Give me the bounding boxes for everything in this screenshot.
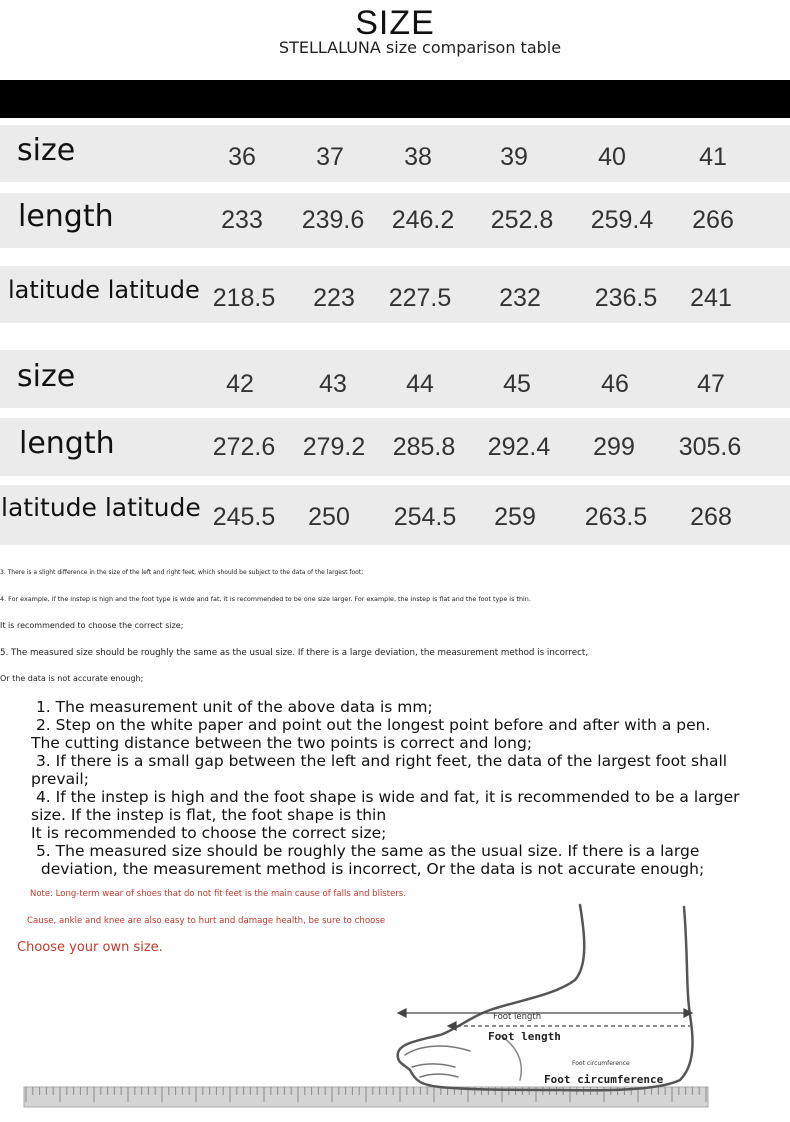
note-line: 3. If there is a small gap between the left and right feet, the data of the largest foot shall bbox=[31, 752, 728, 770]
length-cell: 299 bbox=[593, 433, 635, 461]
page-subtitle: STELLALUNA size comparison table bbox=[278, 38, 562, 57]
page-title: SIZE bbox=[355, 4, 435, 42]
note-line: 1. The measurement unit of the above data is mm; bbox=[31, 698, 433, 716]
row-label: latitude latitude bbox=[1, 493, 201, 522]
note-line: 2. Step on the white paper and point out the longest point before and after with a pen. bbox=[31, 716, 711, 734]
note-line: The cutting distance between the two points is correct and long; bbox=[31, 734, 533, 752]
size-cell: 43 bbox=[319, 370, 347, 398]
table1-latitude-row bbox=[0, 266, 790, 323]
small-note: Or the data is not accurate enough; bbox=[0, 674, 144, 683]
length-cell: 272.6 bbox=[212, 433, 276, 461]
length-cell: 266 bbox=[692, 206, 734, 234]
latitude-cell: 268 bbox=[690, 503, 732, 531]
note-line: deviation, the measurement method is incorrect, Or the data is not accurate enough; bbox=[31, 860, 705, 878]
warning-line: Note: Long-term wear of shoes that do not fit feet is the main cause of falls and blisters. bbox=[30, 889, 406, 899]
small-note: 4. For example, if the instep is high and the foot type is wide and fat, it is recommended to be one size larger. For example, the instep is flat and the foot type is thin. bbox=[0, 595, 531, 603]
size-cell: 46 bbox=[601, 370, 629, 398]
latitude-cell: 218.5 bbox=[212, 284, 276, 312]
length-cell: 285.8 bbox=[392, 433, 456, 461]
note-line: It is recommended to choose the correct size; bbox=[31, 824, 387, 842]
measurement-notes bbox=[31, 698, 771, 878]
note-line: size. If the instep is flat, the foot shape is thin bbox=[31, 806, 387, 824]
row-label: size bbox=[17, 133, 76, 168]
foot-measurement-diagram bbox=[0, 895, 790, 1122]
foot-circumference-label: Foot circumference bbox=[544, 1073, 664, 1086]
size-cell: 39 bbox=[500, 143, 528, 171]
size-cell: 40 bbox=[598, 143, 626, 171]
latitude-cell: 254.5 bbox=[393, 503, 457, 531]
size-cell: 42 bbox=[226, 370, 254, 398]
length-cell: 259.4 bbox=[590, 206, 654, 234]
note-line: 4. If the instep is high and the foot shape is wide and fat, it is recommended to be a larger bbox=[31, 788, 740, 806]
foot-length-label-small: Foot length bbox=[493, 1012, 542, 1022]
latitude-cell: 263.5 bbox=[584, 503, 648, 531]
table1-length-row bbox=[0, 193, 790, 248]
length-cell: 292.4 bbox=[487, 433, 551, 461]
foot-circumference-label-small: Foot circumference bbox=[572, 1060, 630, 1067]
header-bar bbox=[0, 80, 790, 118]
latitude-cell: 236.5 bbox=[594, 284, 658, 312]
note-line: prevail; bbox=[31, 770, 89, 788]
row-label: length bbox=[19, 426, 115, 461]
foot-length-arrow bbox=[398, 1009, 692, 1030]
warning-line: Cause, ankle and knee are also easy to hurt and damage health, be sure to choose bbox=[27, 916, 386, 926]
latitude-cell: 241 bbox=[690, 284, 732, 312]
size-cell: 45 bbox=[503, 370, 531, 398]
latitude-cell: 227.5 bbox=[388, 284, 452, 312]
size-cell: 41 bbox=[699, 143, 727, 171]
length-cell: 279.2 bbox=[302, 433, 366, 461]
size-cell: 37 bbox=[316, 143, 344, 171]
latitude-cell: 223 bbox=[313, 284, 355, 312]
length-cell: 305.6 bbox=[678, 433, 742, 461]
warning-line: Choose your own size. bbox=[17, 940, 163, 955]
row-label: length bbox=[18, 199, 114, 234]
small-note: 5. The measured size should be roughly the same as the usual size. If there is a large deviation, the measurement method is incorrect, bbox=[0, 648, 589, 658]
length-cell: 252.8 bbox=[490, 206, 554, 234]
row-label: size bbox=[17, 359, 76, 394]
table1-size-row bbox=[0, 125, 790, 182]
table2-latitude-row bbox=[0, 485, 790, 545]
row-label: latitude latitude bbox=[8, 276, 200, 304]
latitude-cell: 245.5 bbox=[212, 503, 276, 531]
size-cell: 36 bbox=[228, 143, 256, 171]
latitude-cell: 259 bbox=[494, 503, 536, 531]
note-line: 5. The measured size should be roughly the same as the usual size. If there is a large bbox=[31, 842, 700, 860]
size-cell: 44 bbox=[406, 370, 434, 398]
foot-length-label: Foot length bbox=[488, 1030, 561, 1043]
size-cell: 47 bbox=[697, 370, 725, 398]
table2-size-row bbox=[0, 350, 790, 408]
foot-outline bbox=[398, 905, 693, 1090]
small-note: It is recommended to choose the correct size; bbox=[0, 621, 184, 630]
latitude-cell: 232 bbox=[499, 284, 541, 312]
small-note: 3. There is a slight difference in the size of the left and right feet, which should be subject to the data of the largest foot; bbox=[0, 569, 364, 576]
length-cell: 233 bbox=[221, 206, 263, 234]
size-cell: 38 bbox=[404, 143, 432, 171]
length-cell: 239.6 bbox=[301, 206, 365, 234]
length-cell: 246.2 bbox=[391, 206, 455, 234]
table2-length-row bbox=[0, 418, 790, 476]
latitude-cell: 250 bbox=[308, 503, 350, 531]
